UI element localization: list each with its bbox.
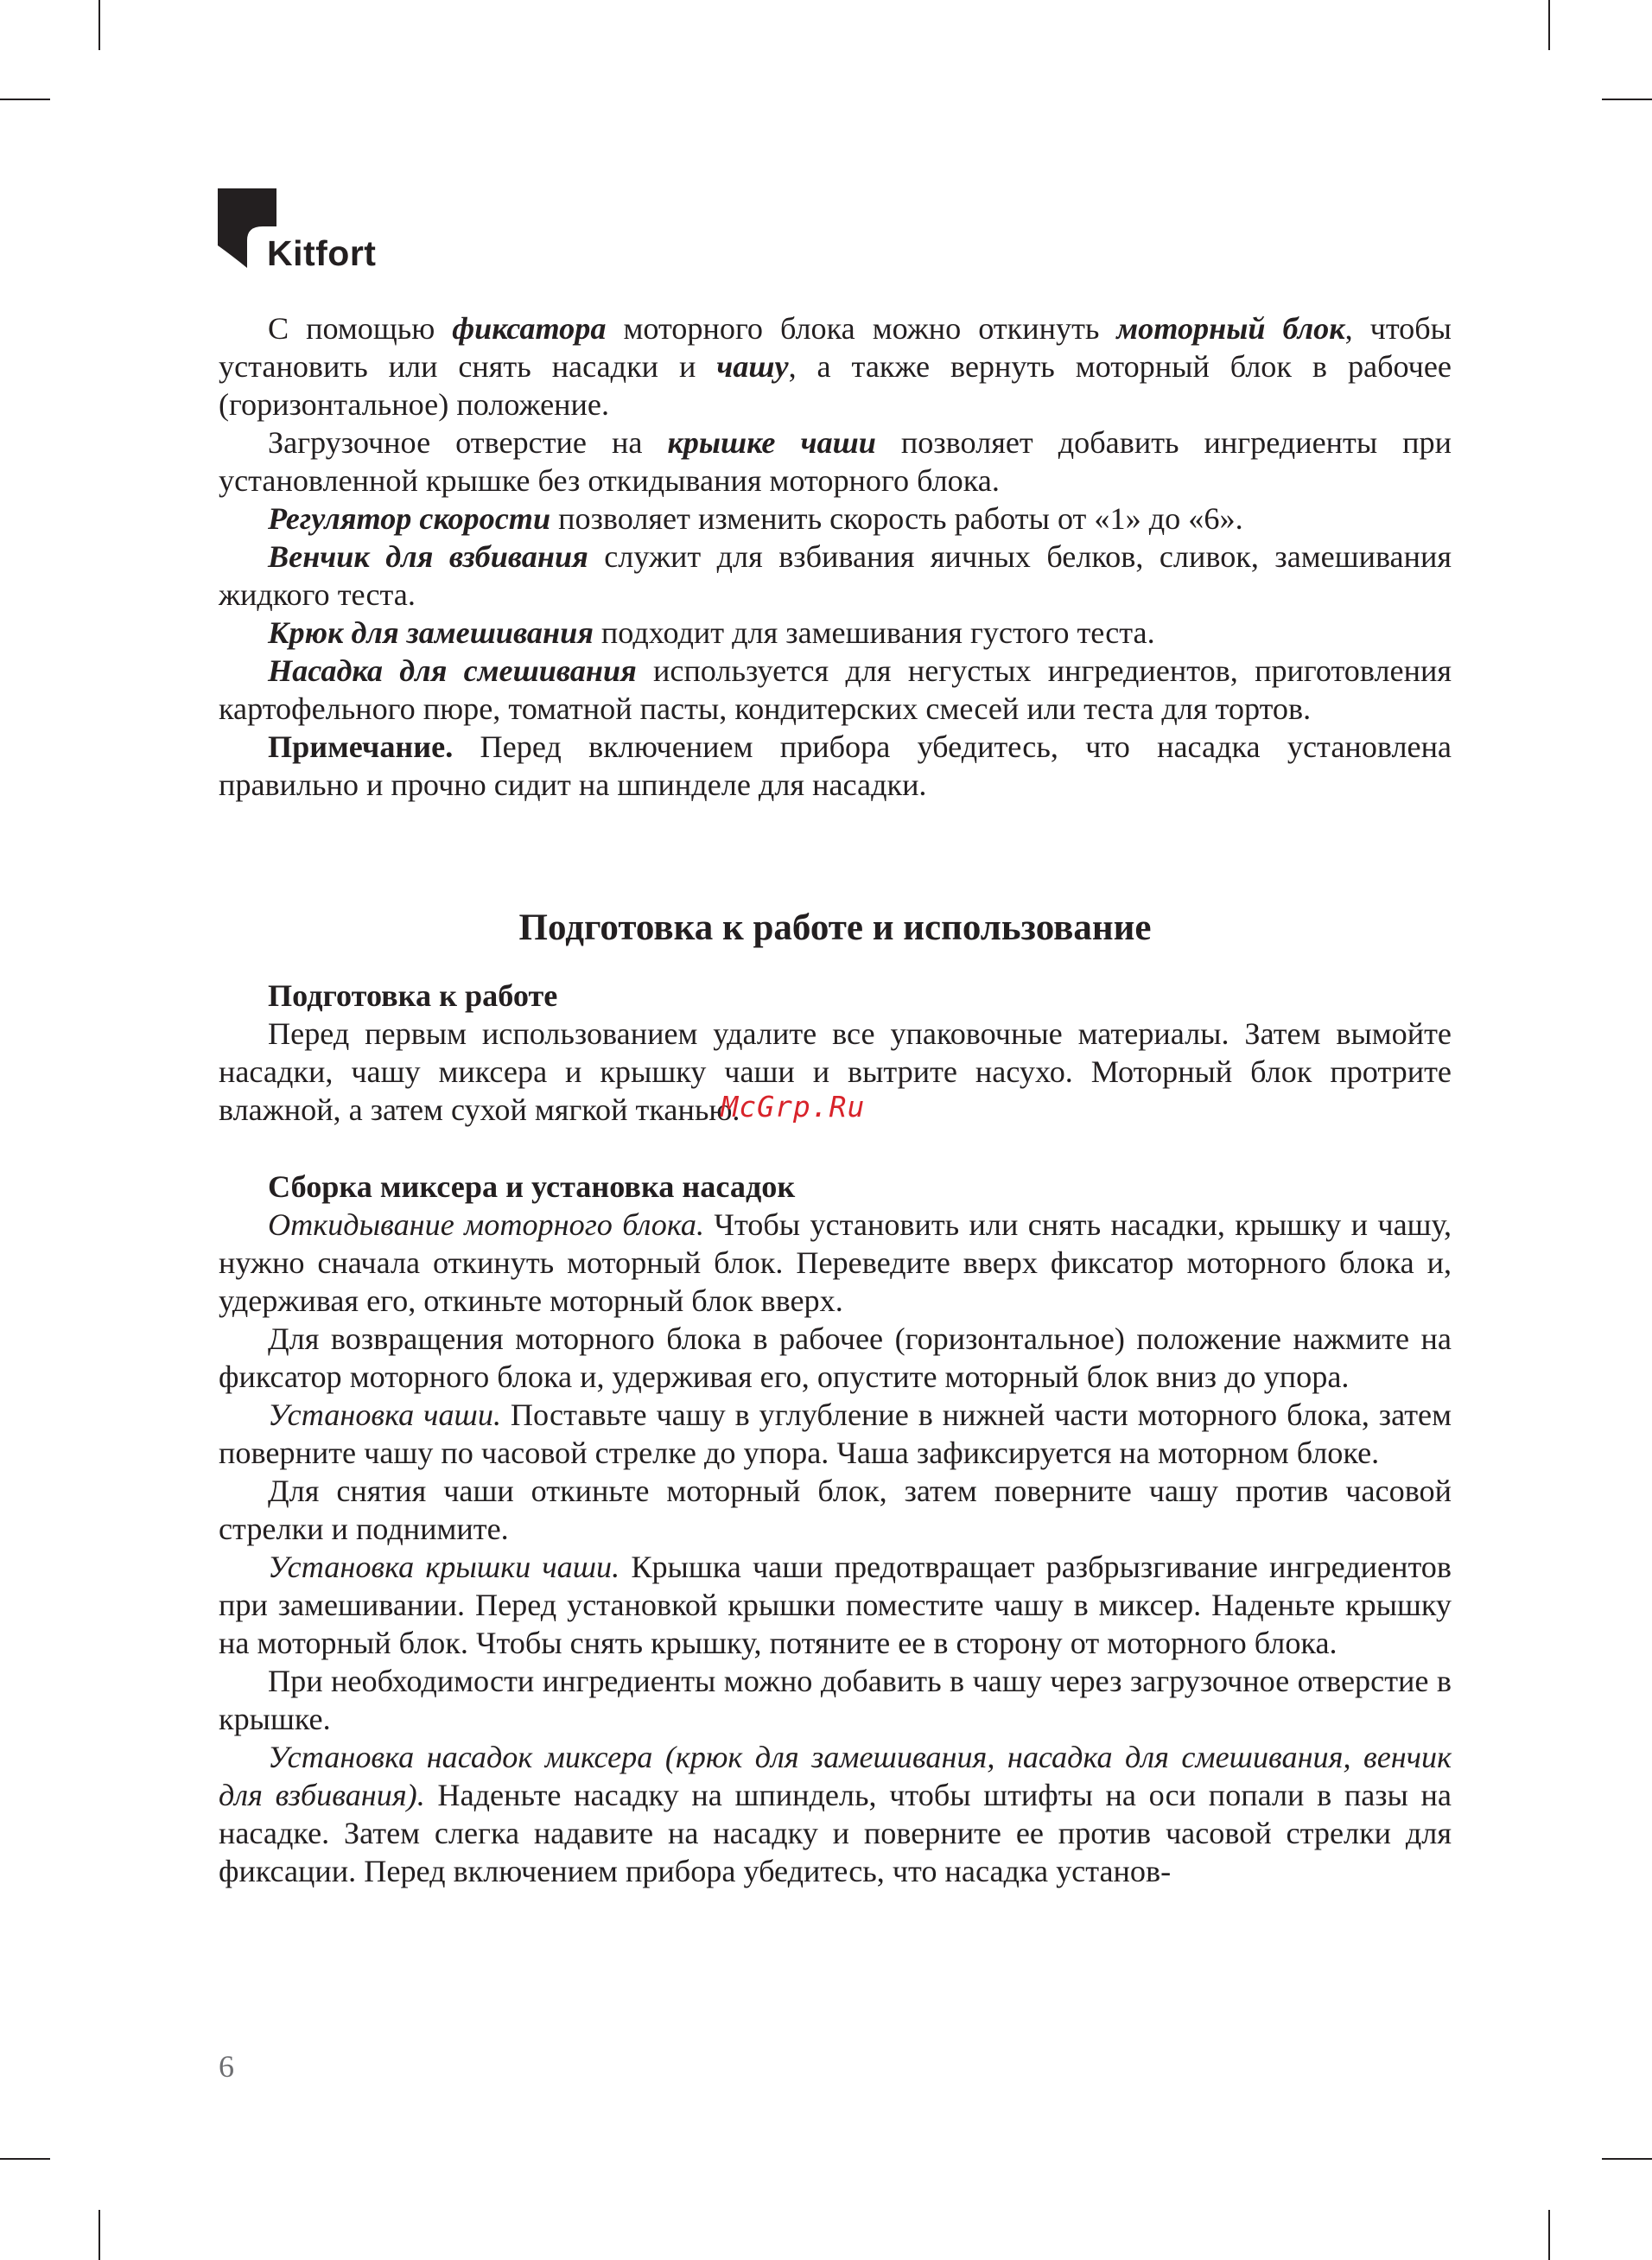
crop-mark-left-bottom xyxy=(0,2158,50,2160)
crop-mark-top-right xyxy=(1548,0,1550,50)
text-run: подходит для замешивания густого теста. xyxy=(593,615,1155,650)
text-run: Загрузочное отверстие на xyxy=(268,425,668,460)
text-run: При необходимости ингредиенты можно добавить в чашу через загрузочное отверстие в крышке. xyxy=(219,1664,1452,1736)
assembly-paragraph xyxy=(219,1320,1452,1396)
intro-paragraph xyxy=(219,500,1452,538)
assembly-heading: Сборка миксера и установка насадок xyxy=(268,1169,796,1204)
emphasis-run: крышке чаши xyxy=(667,425,876,460)
assembly-paragraph xyxy=(219,1396,1452,1472)
text-run: , чтобы установить или снять насадки и xyxy=(219,311,1452,384)
section-title: Подготовка к работе и использование xyxy=(518,907,1152,948)
assembly-paragraph xyxy=(219,1206,1452,1320)
emphasis-run: Установка насадок миксера (крюк для замешивания, насадка для смешивания, венчик для взбивания). xyxy=(219,1740,1452,1812)
text-run: Наденьте насадку на шпиндель, чтобы штифты на оси попали в пазы на насадке. Затем слегка надавите на насадку и поверните ее против часовой стрелки для фиксации. Перед включением прибора убедитесь, что насадка установ- xyxy=(219,1778,1452,1888)
prep-paragraph xyxy=(219,1015,1452,1130)
page-content xyxy=(219,309,1452,1890)
text-run: используется для негустых ингредиентов, приготовления картофельного пюре, томатной пасты, кондитерских смесей или теста для тортов. xyxy=(219,653,1452,726)
emphasis-run: Венчик для взбивания xyxy=(268,539,588,574)
emphasis-run: Примечание. xyxy=(268,729,454,764)
text-run: Поставьте чашу в углубление в нижней части моторного блока, затем поверните чашу по часовой стрелке до упора. Чаша зафиксируется на моторном блоке. xyxy=(219,1397,1452,1470)
intro-section xyxy=(219,309,1452,804)
text-run: Крышка чаши предотвращает разбрызгивание ингредиентов при замешивании. Перед установкой крышки поместите чашу в миксер. Наденьте крышку на моторный блок. Чтобы снять крышку, потяните ее в сторону от моторного блока. xyxy=(219,1550,1452,1660)
crop-mark-left-top xyxy=(0,99,50,100)
watermark: McGrp.Ru xyxy=(721,1090,866,1124)
assembly-paragraph xyxy=(219,1738,1452,1890)
text-run: моторного блока можно откинуть xyxy=(606,311,1117,346)
prep-text: Перед первым использованием удалите все упаковочные материалы. Затем вымойте насадки, чашу миксера и крышку чаши и вытрите насухо. Моторный блок протрите влажной, а затем сухой мягкой тканью. xyxy=(219,1016,1452,1127)
emphasis-run: Установка чаши. xyxy=(268,1397,501,1432)
emphasis-run: моторный блок xyxy=(1116,311,1345,346)
intro-paragraph xyxy=(219,538,1452,614)
assembly-paragraph xyxy=(219,1662,1452,1738)
emphasis-run: чашу xyxy=(716,349,789,384)
text-run: позволяет изменить скорость работы от «1» до «6». xyxy=(550,501,1243,536)
text-run: Для возвращения моторного блока в рабочее (горизонтальное) положение нажмите на фиксатор моторного блока и, удерживая его, опустите моторный блок вниз до упора. xyxy=(219,1321,1452,1394)
emphasis-run: фиксатора xyxy=(452,311,607,346)
text-run: С помощью xyxy=(268,311,453,346)
crop-mark-bottom-left xyxy=(98,2210,100,2260)
assembly-section xyxy=(219,1206,1452,1890)
text-run: Перед включением прибора убедитесь, что насадка установлена правильно и прочно сидит на шпинделе для насадки. xyxy=(219,729,1452,802)
intro-paragraph xyxy=(219,614,1452,652)
brand-logo-text: Kitfort xyxy=(267,233,377,273)
intro-paragraph xyxy=(219,423,1452,500)
page-number: 6 xyxy=(219,2049,234,2084)
emphasis-run: Насадка для смешивания xyxy=(268,653,637,688)
spacer xyxy=(219,1130,1452,1168)
text-run: , а также вернуть моторный блок в рабочее (горизонтальное) положение. xyxy=(219,349,1452,422)
assembly-paragraph xyxy=(219,1548,1452,1662)
text-run: Для снятия чаши откиньте моторный блок, затем поверните чашу против часовой стрелки и поднимите. xyxy=(219,1474,1452,1546)
emphasis-run: Регулятор скорости xyxy=(268,501,551,536)
text-run: служит для взбивания яичных белков, сливок, замешивания жидкого теста. xyxy=(219,539,1452,612)
emphasis-run: Крюк для замешивания xyxy=(268,615,594,650)
crop-mark-top-left xyxy=(98,0,100,50)
crop-mark-bottom-right xyxy=(1548,2210,1550,2260)
emphasis-run: Установка крышки чаши. xyxy=(268,1550,620,1584)
emphasis-run: Откидывание моторного блока. xyxy=(268,1207,705,1242)
intro-paragraph xyxy=(219,652,1452,728)
intro-paragraph xyxy=(219,728,1452,804)
crop-mark-right-top xyxy=(1602,99,1652,100)
text-run: позволяет добавить ингредиенты при установленной крышке без откидывания моторного блока. xyxy=(219,425,1452,498)
text-run: Чтобы установить или снять насадки, крышку и чашу, нужно сначала откинуть моторный блок. Переведите вверх фиксатор моторного блока и, удерживая его, откиньте моторный блок вверх. xyxy=(219,1207,1452,1318)
prep-heading: Подготовка к работе xyxy=(268,978,558,1013)
intro-paragraph xyxy=(219,309,1452,423)
crop-mark-right-bottom xyxy=(1602,2158,1652,2160)
assembly-paragraph xyxy=(219,1472,1452,1548)
